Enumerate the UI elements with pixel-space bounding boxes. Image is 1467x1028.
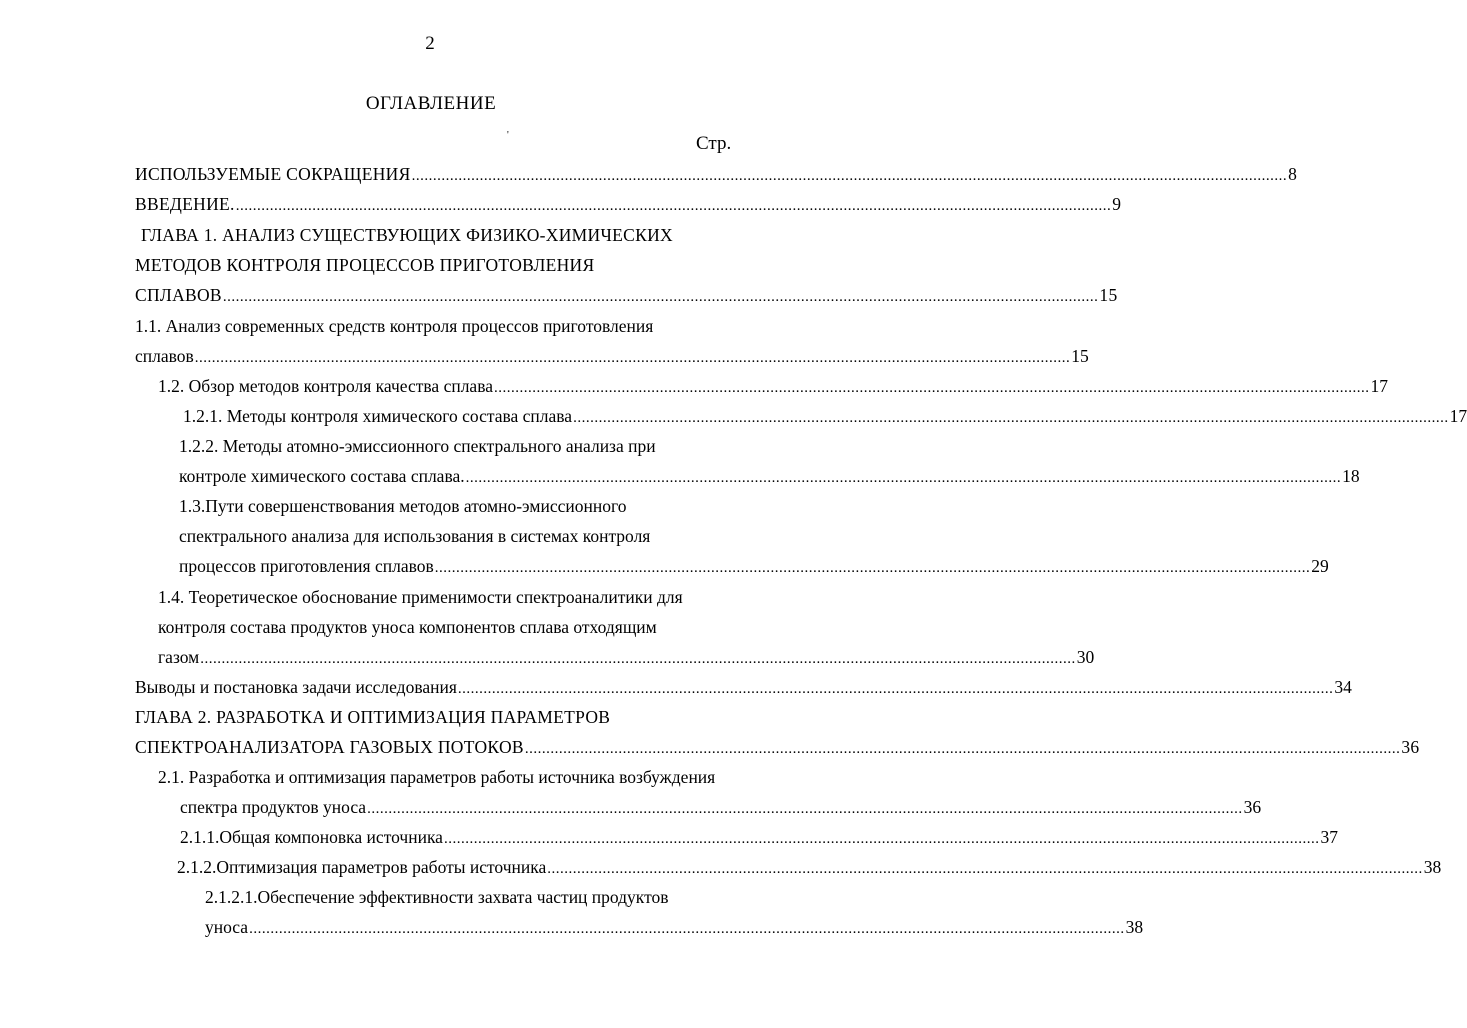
dot-leader: .............................................................................................................................................................................................................. [222,289,1099,305]
toc-entry [180,796,1262,820]
toc-entry [177,856,1442,880]
toc-entry-text: МЕТОДОВ КОНТРОЛЯ ПРОЦЕССОВ ПРИГОТОВЛЕНИЯ [135,255,595,275]
toc-entry-text: ГЛАВА 2. РАЗРАБОТКА И ОПТИМИЗАЦИЯ ПАРАМЕТРОВ [135,707,611,727]
toc-entry [205,916,1144,940]
toc-entry-text: ГЛАВА 1. АНАЛИЗ СУЩЕСТВУЮЩИХ ФИЗИКО-ХИМИЧЕСКИХ [141,225,673,245]
toc-entry-text: процессов приготовления сплавов [179,556,434,576]
toc-entry-page: 30 [1076,647,1095,667]
dot-leader: .............................................................................................................................................................................................................. [524,741,1401,757]
toc-entry-text: СПЕКТРОАНАЛИЗАТОРА ГАЗОВЫХ ПОТОКОВ [135,737,524,757]
dot-leader: .............................................................................................................................................................................................................. [494,380,1370,396]
toc-entry-text: спектрального анализа для использования в системах контроля [179,526,651,546]
toc-entry-page: 29 [1311,556,1329,576]
toc-entry [135,163,1298,187]
toc-title: ОГЛАВЛЕНИЕ [365,93,497,114]
toc-entry-page: 36 [1243,797,1262,817]
toc-entry-text: 1.1. Анализ современных средств контроля процессов приготовления [135,316,654,336]
dot-leader: .............................................................................................................................................................................................................. [457,681,1334,697]
toc-entry [135,315,653,337]
toc-entry-page: 38 [1423,857,1442,877]
toc-entry-text: ВВЕДЕНИЕ. [135,194,235,214]
toc-entry-page: 17 [1449,406,1467,426]
toc-entry-page: 15 [1099,285,1118,305]
toc-entry [135,345,1089,369]
toc-entry [135,676,1352,700]
toc-entry [183,405,1467,429]
toc-entry-text: ИСПОЛЬЗУЕМЫЕ СОКРАЩЕНИЯ [135,164,411,184]
toc-entry [158,616,657,638]
toc-entry [179,555,1329,579]
toc-entry [158,586,683,608]
toc-entry-text: 2.1. Разработка и оптимизация параметров работы источника возбуждения [158,767,716,787]
toc-entry [179,525,650,547]
toc-entry [135,284,1118,308]
toc-entry-text: 1.3.Пути совершенствования методов атомно-эмиссионного [179,496,627,516]
toc-entry [158,766,715,788]
dot-leader: .............................................................................................................................................................................................................. [434,560,1311,576]
toc-entry [179,495,626,517]
toc-entry-text: контроле химического состава сплава. [179,466,465,486]
dot-leader: .............................................................................................................................................................................................................. [235,198,1112,214]
toc-entry-text: 1.2.1. Методы контроля химического состава сплава [183,406,573,426]
toc-entry [158,375,1388,399]
dot-leader: .............................................................................................................................................................................................................. [547,861,1423,877]
toc-entry-text: сплавов [135,346,194,366]
dot-leader: .............................................................................................................................................................................................................. [194,350,1071,366]
toc-entry [135,736,1420,760]
dot-leader: .............................................................................................................................................................................................................. [443,831,1320,847]
toc-entry-page: 15 [1071,346,1089,366]
toc-entry-page: 8 [1288,164,1298,184]
toc-entry-text: 2.1.2.1.Обеспечение эффективности захвата частиц продуктов [205,887,669,907]
toc-entry-page: 17 [1370,376,1388,396]
toc-entry [180,826,1338,850]
toc-entry-text: 1.4. Теоретическое обоснование применимости спектроаналитики для [158,587,683,607]
toc-entry-text: газом [158,647,200,667]
stray-mark: ' [507,130,509,141]
toc-entry-page: 9 [1112,194,1122,214]
dot-leader: .............................................................................................................................................................................................................. [465,470,1342,486]
toc-entry-text: 2.1.2.Оптимизация параметров работы источника [177,857,547,877]
toc-entry-text: 2.1.1.Общая компоновка источника [180,827,443,847]
toc-entry-page: 38 [1125,917,1144,937]
toc-entry [179,465,1360,489]
toc-entry-text: уноса [205,917,249,937]
dot-leader: .............................................................................................................................................................................................................. [249,921,1125,937]
dot-leader: .............................................................................................................................................................................................................. [573,410,1449,426]
toc-entry [135,193,1122,217]
toc-entry-page: 34 [1334,677,1352,697]
toc-entry-text: 1.2.2. Методы атомно-эмиссионного спектрального анализа при [179,436,656,456]
toc-entry-text: СПЛАВОВ [135,285,222,305]
toc-entry-text: спектра продуктов уноса [180,797,367,817]
toc-entry-page: 18 [1342,466,1360,486]
toc-entry-text: контроля состава продуктов уноса компонентов сплава отходящим [158,617,657,637]
dot-leader: .............................................................................................................................................................................................................. [367,801,1243,817]
toc-entry-text: 1.2. Обзор методов контроля качества сплава [158,376,493,396]
toc-entry-page: 37 [1320,827,1338,847]
toc-entry [135,254,594,276]
toc-entry [135,706,610,728]
toc-entry [141,224,673,246]
toc-entry [158,646,1095,670]
page-column-header: Стр. [696,133,732,154]
toc-entry [179,435,656,457]
page-number: 2 [425,33,435,54]
toc-entry [205,886,669,908]
toc-entry-text: Выводы и постановка задачи исследования [135,677,457,697]
toc-entry-page: 36 [1401,737,1420,757]
dot-leader: .............................................................................................................................................................................................................. [200,651,1076,667]
dot-leader: .............................................................................................................................................................................................................. [411,168,1288,184]
